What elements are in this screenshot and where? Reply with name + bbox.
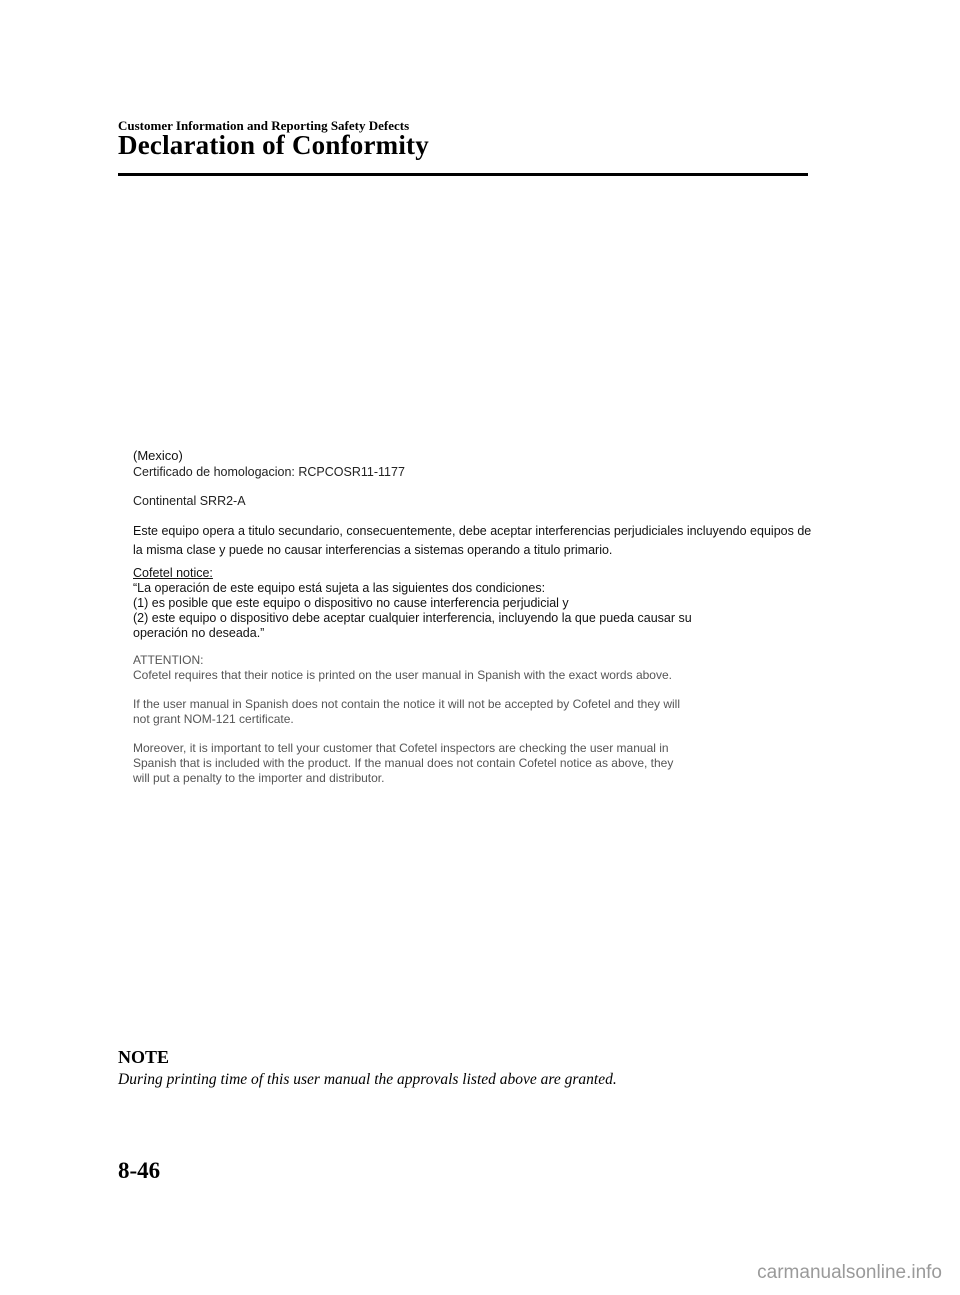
requirement-line: If the user manual in Spanish does not contain the notice it will not be accepted by Cofetel and they will [133, 697, 680, 711]
watermark: carmanualsonline.info [757, 1262, 942, 1283]
penalty-line: Spanish that is included with the product. If the manual does not contain Cofetel notice as above, they [133, 756, 674, 770]
device-model: Continental SRR2-A [133, 494, 246, 508]
attention-heading: ATTENTION: [133, 653, 204, 667]
mexico-declaration-block [133, 448, 813, 786]
note-text: During printing time of this user manual the approvals listed above are granted. [118, 1071, 617, 1088]
title-divider [118, 173, 808, 176]
requirement-line: not grant NOM-121 certificate. [133, 712, 294, 726]
certificate-number: Certificado de homologacion: RCPCOSR11-1177 [133, 465, 405, 479]
notice-line: operación no deseada.” [133, 626, 265, 640]
country-label: (Mexico) [133, 448, 183, 463]
penalty-line: Moreover, it is important to tell your customer that Cofetel inspectors are checking the user manual in [133, 741, 669, 755]
notice-line: (2) este equipo o dispositivo debe aceptar cualquier interferencia, incluyendo la que pueda causar su [133, 611, 692, 625]
notice-line: “La operación de este equipo está sujeta a las siguientes dos condiciones: [133, 581, 546, 595]
cofetel-notice-heading: Cofetel notice: [133, 566, 213, 580]
spanish-paragraph: Este equipo opera a titulo secundario, consecuentemente, debe aceptar interferencias perjudiciales incluyendo equipos de la misma clase y puede no causar interferencias a sistemas operando a titulo primario. [133, 524, 812, 557]
note-label: NOTE [118, 1047, 170, 1067]
page-title: Declaration of Conformity [118, 130, 429, 160]
attention-line: Cofetel requires that their notice is printed on the user manual in Spanish with the exact words above. [133, 668, 672, 682]
page-number: 8-46 [118, 1158, 161, 1183]
notice-line: (1) es posible que este equipo o dispositivo no cause interferencia perjudicial y [133, 596, 569, 610]
penalty-line: will put a penalty to the importer and distributor. [133, 771, 385, 785]
section-label: Customer Information and Reporting Safety Defects [118, 118, 410, 133]
